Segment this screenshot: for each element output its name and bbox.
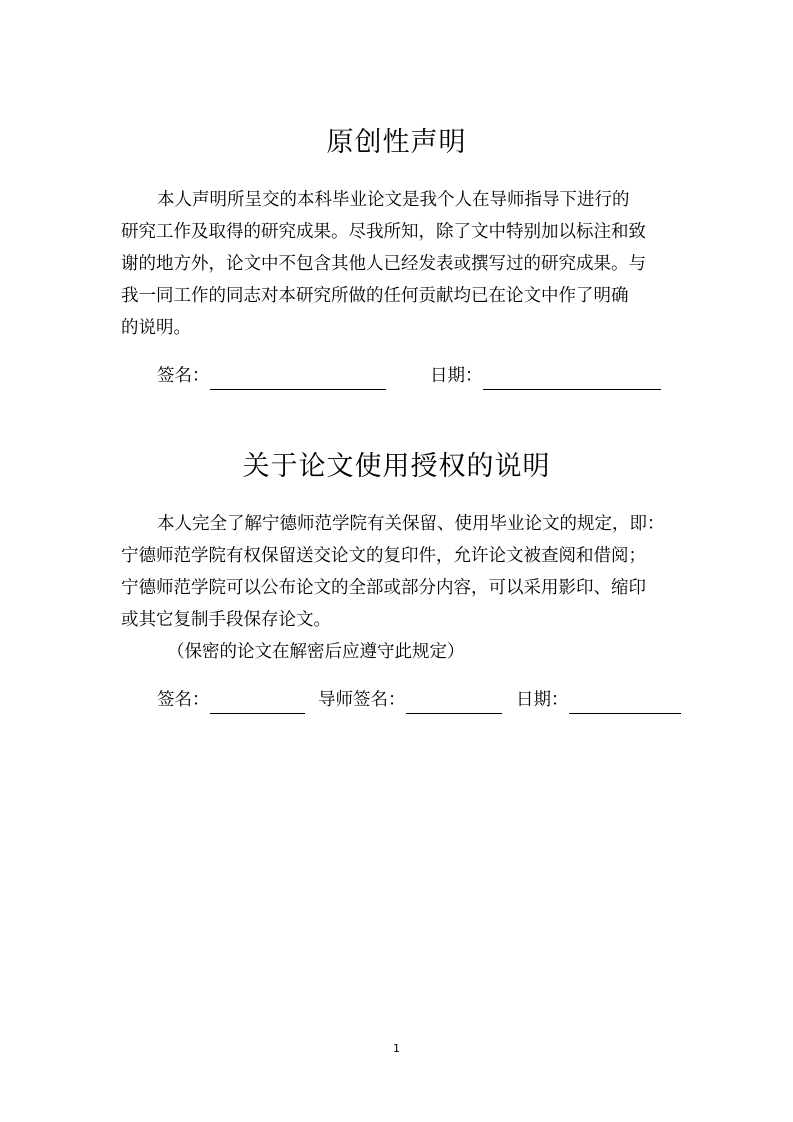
signature-blank-line[interactable] bbox=[210, 691, 305, 714]
originality-line: 我一同工作的同志对本研究所做的任何贡献均已在论文中作了明确 bbox=[121, 286, 629, 306]
originality-line: 的说明。 bbox=[121, 318, 191, 338]
author-signature-field[interactable] bbox=[157, 686, 305, 714]
authorization-signature-row bbox=[157, 686, 687, 714]
page-number: 1 bbox=[393, 1042, 400, 1055]
advisor-signature-field[interactable] bbox=[318, 686, 502, 714]
originality-line: 本人声明所呈交的本科毕业论文是我个人在导师指导下进行的 bbox=[157, 190, 630, 210]
authorization-date-field[interactable] bbox=[516, 686, 681, 714]
advisor-signature-blank-line[interactable] bbox=[406, 691, 502, 714]
originality-line: 谢的地方外，论文中不包含其他人已经发表或撰写过的研究成果。与 bbox=[121, 254, 646, 274]
originality-statement-title: 原创性声明 bbox=[326, 127, 467, 158]
date-blank-line[interactable] bbox=[483, 367, 661, 390]
originality-statement-body bbox=[121, 184, 681, 344]
originality-signature-row bbox=[157, 362, 687, 390]
authorization-line: 本人完全了解宁德师范学院有关保留、使用毕业论文的规定，即： bbox=[157, 514, 665, 534]
signature-label: 签名： bbox=[157, 690, 210, 710]
originality-signature-field[interactable] bbox=[157, 362, 386, 390]
authorization-line: 宁德师范学院有权保留送交论文的复印件，允许论文被查阅和借阅； bbox=[121, 546, 646, 566]
authorization-title: 关于论文使用授权的说明 bbox=[242, 451, 551, 482]
confidentiality-note: （保密的论文在解密后应遵守此规定） bbox=[167, 642, 465, 662]
originality-line: 研究工作及取得的研究成果。尽我所知，除了文中特别加以标注和致 bbox=[121, 222, 646, 242]
date-label: 日期： bbox=[430, 366, 483, 386]
authorization-line: 或其它复制手段保存论文。 bbox=[121, 610, 331, 630]
originality-date-field[interactable] bbox=[430, 362, 661, 390]
authorization-body bbox=[121, 508, 681, 668]
advisor-signature-label: 导师签名： bbox=[318, 690, 406, 710]
authorization-line: 宁德师范学院可以公布论文的全部或部分内容，可以采用影印、缩印 bbox=[121, 578, 646, 598]
signature-label: 签名： bbox=[157, 366, 210, 386]
signature-blank-line[interactable] bbox=[210, 367, 386, 390]
date-blank-line[interactable] bbox=[569, 691, 681, 714]
date-label: 日期： bbox=[516, 690, 569, 710]
